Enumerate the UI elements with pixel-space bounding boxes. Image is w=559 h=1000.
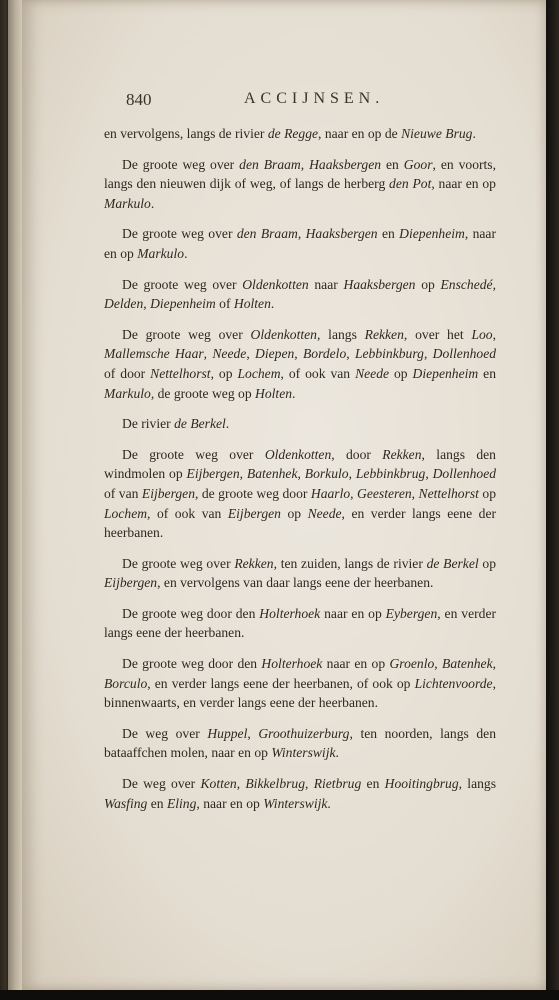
place-name: Diepenheim [150, 296, 216, 312]
text-run: op [478, 485, 497, 501]
place-name: Dollenhoed [432, 346, 497, 362]
place-name: Haarlo [310, 485, 351, 501]
place-name: Nieuwe Brug [401, 126, 473, 141]
bottom-edge [0, 990, 559, 1000]
text-run: De weg over [122, 725, 208, 741]
place-name: den Braam [239, 156, 301, 172]
text-run: op [415, 276, 441, 292]
text-run: De groote weg over [122, 156, 240, 172]
text-run: , naar en op de [318, 126, 402, 141]
place-name: Lichtenvoorde [414, 675, 493, 691]
paragraph [104, 224, 496, 263]
body-text [104, 124, 496, 824]
text-run: , [203, 346, 213, 362]
place-name: Hooitingbrug [384, 776, 459, 792]
place-name: Loo [471, 326, 493, 342]
place-name: Markulo [104, 385, 151, 401]
text-run: op [280, 505, 308, 521]
place-name: Markulo [104, 195, 151, 211]
place-name: Eijbergen [186, 466, 240, 482]
place-name: Lochem [104, 505, 148, 521]
place-name: Enschedé [440, 276, 493, 292]
place-name: den Pot [389, 176, 432, 192]
place-name: Haaksbergen [309, 156, 382, 172]
text-run: De groote weg over [122, 555, 235, 571]
text-run: , de groote weg op [150, 385, 256, 401]
text-run: De groote weg over [122, 326, 251, 342]
text-run: , op [210, 365, 238, 381]
place-name: Groenlo [389, 656, 435, 672]
text-run: , naar en op [431, 176, 496, 192]
place-name: Borkulo [304, 466, 349, 482]
text-run: , naar en op [196, 795, 264, 811]
text-run: , [346, 346, 355, 362]
text-run: , [300, 156, 310, 172]
text-run: . [225, 416, 230, 432]
text-run: , door [331, 446, 383, 462]
text-run: , [425, 466, 433, 482]
place-name: Mallemsche Haar [104, 346, 204, 362]
text-run: naar en op [320, 605, 386, 621]
place-name: Eling [166, 795, 197, 811]
place-name: Rietbrug [313, 776, 362, 792]
place-name: Groothuizerburg [258, 725, 350, 741]
place-name: Bikkelbrug [245, 776, 306, 792]
place-name: Borculo [104, 675, 148, 691]
text-run: . [292, 385, 296, 401]
text-run: , [350, 485, 358, 501]
paragraph [104, 554, 496, 593]
place-name: Eybergen [385, 605, 438, 621]
place-name: de Berkel [174, 416, 226, 432]
place-name: Eijbergen [141, 485, 196, 501]
place-name: Huppel [207, 725, 248, 741]
text-run: , [246, 346, 256, 362]
text-run: en [381, 156, 404, 172]
text-run: , en verder langs eene der heerbanen, of ook op [147, 675, 415, 691]
place-name: Diepenheim [412, 365, 479, 381]
text-run: , en verder langs eene der heerbanen. [104, 605, 496, 641]
text-run: , [434, 656, 443, 672]
text-run: , naar en op [104, 226, 496, 261]
text-run: naar [308, 276, 344, 292]
place-name: Neede [355, 365, 390, 381]
place-name: Holterhoek [261, 656, 323, 672]
text-run: De groote weg door den [122, 656, 262, 672]
place-name: Lochem [237, 365, 281, 381]
text-run: , en vervolgens van daar langs eene der heerbanen. [157, 575, 434, 591]
text-run: , of ook van [280, 365, 356, 381]
place-name: Holten [255, 385, 293, 401]
place-name: Lebbinkburg [354, 346, 424, 362]
text-run: De groote weg over [122, 226, 237, 242]
paragraph [104, 414, 496, 434]
text-run: , de groote weg door [195, 485, 311, 501]
text-run: en [361, 776, 385, 792]
place-name: Lebbinkbrug [355, 466, 426, 482]
text-run: . [472, 126, 476, 141]
place-name: Geesteren [357, 485, 412, 501]
text-run: De groote weg over [122, 446, 265, 462]
text-run: , [297, 466, 305, 482]
place-name: den Braam [236, 226, 298, 242]
text-run: , [348, 466, 356, 482]
paragraph [104, 654, 496, 713]
text-run: De rivier [122, 416, 175, 432]
place-name: Oldenkotten [242, 276, 309, 292]
place-name: Wasfing [104, 795, 148, 811]
text-run: , [247, 725, 259, 741]
place-name: Dollenhoed [432, 466, 497, 482]
text-run: . [270, 296, 275, 312]
paragraph [104, 275, 496, 314]
place-name: de Regge [267, 126, 319, 141]
text-run: , [294, 346, 303, 362]
text-run: , en voorts, langs den nieuwen dijk of weg, of langs de herberg [104, 156, 496, 192]
place-name: Bordelo [302, 346, 347, 362]
place-name: Eijbergen [104, 575, 158, 591]
text-run: of door [104, 365, 151, 381]
page-number: 840 [126, 90, 152, 109]
text-run: , [143, 296, 151, 312]
text-run: , [492, 276, 496, 292]
text-run: De groote weg door den [122, 605, 260, 621]
text-run: , binnenwaarts, en verder langs eene der heerbanen. [104, 675, 496, 711]
place-name: Oldenkotten [250, 326, 317, 342]
text-run: , [492, 656, 497, 672]
place-name: Rekken [364, 326, 404, 342]
place-name: Nettelhorst [150, 365, 211, 381]
text-run: , langs [316, 326, 365, 342]
text-run: , en verder langs eene der heerbanen. [104, 505, 496, 541]
paragraph [104, 445, 496, 543]
place-name: Neede [307, 505, 342, 521]
text-run: , langs [458, 776, 496, 792]
place-name: Delden [104, 296, 144, 312]
text-run: , over het [403, 326, 472, 342]
place-name: Batenhek [442, 656, 493, 672]
place-name: Holterhoek [259, 605, 321, 621]
place-name: Haaksbergen [305, 226, 378, 242]
text-run: op [389, 365, 413, 381]
text-run: , [492, 326, 496, 342]
text-run: . [327, 795, 331, 811]
text-run: naar en op [322, 656, 390, 672]
paragraph [104, 155, 496, 214]
place-name: Goor [403, 156, 433, 172]
place-name: Nettelhorst [418, 485, 479, 501]
place-name: Batenhek [246, 466, 298, 482]
place-name: de Berkel [426, 555, 479, 571]
place-name: Haaksbergen [343, 276, 416, 292]
text-run: . [150, 195, 155, 211]
paragraph [104, 325, 496, 403]
place-name: Rekken [382, 446, 422, 462]
place-name: Neede [212, 346, 247, 362]
place-name: Winterswijk [271, 745, 336, 761]
text-run: en [147, 795, 167, 811]
paragraph [104, 774, 496, 813]
text-run: , ten zuiden, langs de rivier [273, 555, 427, 571]
text-run: , [423, 346, 433, 362]
text-run: De weg over [122, 776, 201, 792]
place-name: Rekken [234, 555, 274, 571]
text-run: , ten noorden, langs den bataaffchen molen, naar en op [104, 725, 496, 761]
place-name: Kotten [200, 776, 237, 792]
paragraph [104, 724, 496, 763]
text-run: en [377, 226, 400, 242]
paragraph [104, 604, 496, 643]
text-run: en vervolgens, langs de rivier [104, 126, 268, 141]
text-run: , [297, 226, 306, 242]
text-run: . [335, 745, 339, 761]
place-name: Diepenheim [399, 226, 465, 242]
text-run: . [184, 245, 188, 261]
place-name: Holten [233, 296, 271, 312]
text-run: De groote weg over [122, 276, 243, 292]
place-name: Eijbergen [227, 505, 281, 521]
text-run: of van [104, 485, 142, 501]
place-name: Oldenkotten [264, 446, 332, 462]
text-run: , [236, 776, 246, 792]
text-run: , [239, 466, 247, 482]
text-run: , of ook van [147, 505, 228, 521]
text-run: of [215, 296, 234, 312]
paragraph [104, 124, 496, 144]
place-name: Markulo [137, 245, 185, 261]
text-run: op [478, 555, 496, 571]
place-name: Diepen [255, 346, 295, 362]
text-run: , [411, 485, 419, 501]
text-run: , langs den windmolen op [104, 446, 496, 482]
text-run: en [478, 365, 496, 381]
place-name: Winterswijk [263, 795, 328, 811]
text-run: , [305, 776, 314, 792]
page-header [126, 90, 506, 112]
running-title: ACCIJNSEN. [244, 90, 385, 107]
